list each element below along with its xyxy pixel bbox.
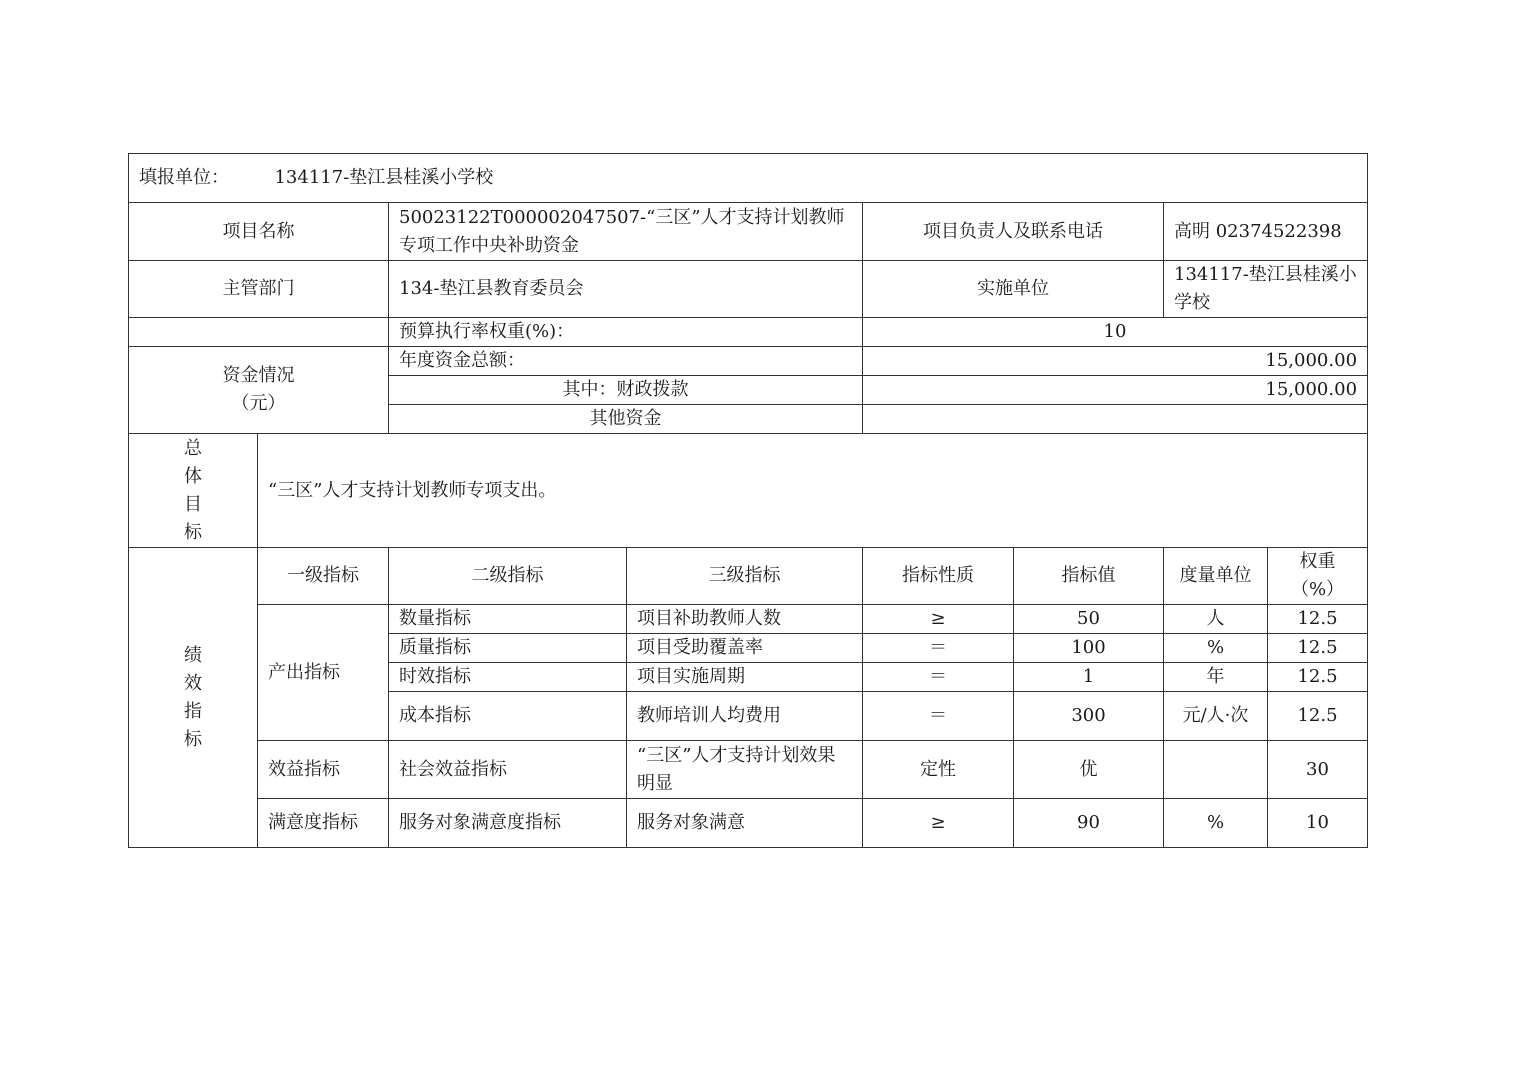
performance-label-char: 绩 [184,644,202,666]
satisfaction-level1: 满意度指标 [258,799,389,848]
header-value: 指标值 [1014,548,1164,605]
department-row [129,261,1368,318]
budget-weight-blank [129,318,389,347]
level2-cell: 数量指标 [389,605,627,634]
level3-cell: 项目受助覆盖率 [627,634,863,663]
reporting-unit-value: 134117-垫江县桂溪小学校 [274,167,494,188]
level3-cell: 项目实施周期 [627,663,863,692]
satisfaction-indicator-row [129,799,1368,848]
annual-total-value: 15,000.00 [863,347,1368,376]
project-leader-label: 项目负责人及联系电话 [863,203,1164,261]
value-cell: 1 [1014,663,1164,692]
satisfaction-weight: 10 [1268,799,1368,848]
other-funds-value [863,405,1368,434]
benefit-level3: “三区”人才支持计划效果明显 [627,741,863,799]
header-level1: 一级指标 [258,548,389,605]
satisfaction-value: 90 [1014,799,1164,848]
unit-cell: % [1164,634,1268,663]
benefit-unit [1164,741,1268,799]
funds-annual-row [129,347,1368,376]
nature-cell: ＝ [863,663,1014,692]
satisfaction-level3: 服务对象满意 [627,799,863,848]
satisfaction-nature: ≥ [863,799,1014,848]
department-label: 主管部门 [129,261,389,318]
fiscal-allocation-label: 其中：财政拨款 [389,376,863,405]
level2-cell: 成本指标 [389,692,627,741]
fiscal-allocation-value: 15,000.00 [863,376,1368,405]
budget-weight-label: 预算执行率权重(%)： [389,318,863,347]
budget-weight-row [129,318,1368,347]
reporting-unit-cell [129,154,1368,203]
overall-goal-label [129,434,258,548]
goal-label-char: 总 [184,437,202,459]
benefit-level2: 社会效益指标 [389,741,627,799]
department-value: 134-垫江县教育委员会 [389,261,863,318]
project-name-row [129,203,1368,261]
performance-form-table [128,153,1368,848]
weight-cell: 12.5 [1268,634,1368,663]
header-weight: 权重（%） [1268,548,1368,605]
nature-cell: ＝ [863,634,1014,663]
indicator-header-row [129,548,1368,605]
reporting-unit-row [129,154,1368,203]
performance-label [129,548,258,848]
benefit-value: 优 [1014,741,1164,799]
header-unit: 度量单位 [1164,548,1268,605]
unit-cell: 年 [1164,663,1268,692]
budget-weight-value: 10 [863,318,1368,347]
other-funds-label: 其他资金 [389,405,863,434]
annual-total-label: 年度资金总额： [389,347,863,376]
header-level2: 二级指标 [389,548,627,605]
weight-cell: 12.5 [1268,692,1368,741]
goal-label-char: 标 [184,521,202,543]
unit-cell: 元/人·次 [1164,692,1268,741]
benefit-weight: 30 [1268,741,1368,799]
value-cell: 300 [1014,692,1164,741]
output-indicator-label: 产出指标 [258,605,389,741]
level2-cell: 时效指标 [389,663,627,692]
project-name-label: 项目名称 [129,203,389,261]
funds-label-line1: 资金情况 [222,365,295,386]
weight-cell: 12.5 [1268,605,1368,634]
level2-cell: 质量指标 [389,634,627,663]
overall-goal-text: “三区”人才支持计划教师专项支出。 [258,434,1368,548]
reporting-unit-label: 填报单位： [139,167,229,188]
funds-label [129,347,389,434]
value-cell: 100 [1014,634,1164,663]
funds-label-line2: （元） [231,393,286,414]
benefit-level1: 效益指标 [258,741,389,799]
unit-cell: 人 [1164,605,1268,634]
satisfaction-unit: % [1164,799,1268,848]
satisfaction-level2: 服务对象满意度指标 [389,799,627,848]
project-leader-value: 高明 02374522398 [1164,203,1368,261]
benefit-indicator-row [129,741,1368,799]
nature-cell: ≥ [863,605,1014,634]
header-nature: 指标性质 [863,548,1014,605]
performance-label-char: 效 [184,672,202,694]
performance-label-char: 标 [184,728,202,750]
implementing-unit-value: 134117-垫江县桂溪小学校 [1164,261,1368,318]
indicator-row [129,605,1368,634]
level3-cell: 教师培训人均费用 [627,692,863,741]
goal-label-char: 目 [184,493,202,515]
header-level3: 三级指标 [627,548,863,605]
level3-cell: 项目补助教师人数 [627,605,863,634]
implementing-unit-label: 实施单位 [863,261,1164,318]
weight-cell: 12.5 [1268,663,1368,692]
nature-cell: ＝ [863,692,1014,741]
value-cell: 50 [1014,605,1164,634]
overall-goal-row [129,434,1368,548]
goal-label-char: 体 [184,465,202,487]
benefit-nature: 定性 [863,741,1014,799]
project-name-value: 50023122T000002047507-“三区”人才支持计划教师专项工作中央补助资金 [389,203,863,261]
performance-label-char: 指 [184,700,202,722]
